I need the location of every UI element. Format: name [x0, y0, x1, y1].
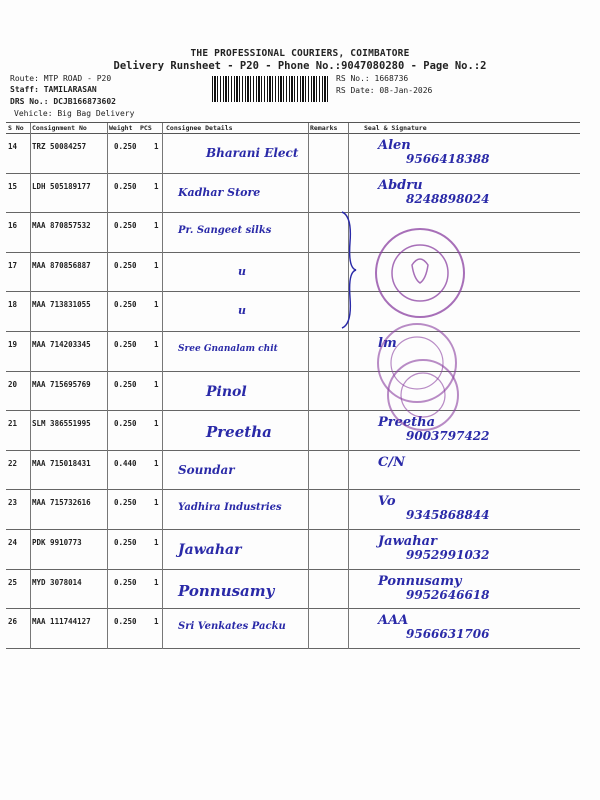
vehicle-label: Vehicle: Big Bag Delivery: [14, 109, 135, 118]
grouping-brace: [338, 210, 358, 330]
cell-weight: 0.250: [114, 339, 137, 349]
cell-phone: 9345868844: [406, 508, 490, 523]
cell-consignee-handwritten: Jawahar: [178, 541, 242, 558]
cell-consignment: LDH 505189177: [32, 181, 91, 191]
cell-consignee-handwritten: Preetha: [206, 423, 272, 442]
cell-consignment: MAA 870857532: [32, 221, 91, 231]
cell-consignee-handwritten: u: [238, 264, 246, 278]
cell-phone: 9566418388: [406, 152, 490, 166]
cell-signature: Ponnusamy: [378, 573, 462, 589]
table-row: [6, 411, 580, 451]
col-pcs: PCS: [140, 124, 152, 132]
cell-pcs: 1: [154, 300, 159, 310]
col-remarks: Remarks: [310, 124, 338, 132]
cell-consignment: MYD 3078014: [32, 577, 82, 587]
cell-sno: 14: [8, 142, 18, 151]
cell-sno: 21: [8, 419, 18, 429]
cell-sno: 20: [8, 379, 18, 389]
cell-weight: 0.250: [114, 300, 137, 310]
table-row: [6, 292, 580, 332]
route-label: Route: MTP ROAD - P20: [10, 74, 112, 83]
table-row: [6, 332, 580, 372]
cell-consignment: MAA 714203345: [32, 339, 91, 349]
cell-phone: 9952646618: [406, 587, 490, 602]
cell-phone: 9003797422: [406, 429, 490, 444]
cell-consignment: MAA 715695769: [32, 379, 91, 389]
cell-consignment: MAA 870856887: [32, 260, 91, 270]
cell-signature: AAA: [378, 613, 409, 629]
cell-sno: 16: [8, 221, 18, 231]
cell-weight: 0.250: [114, 419, 137, 429]
cell-consignee-handwritten: Kadhar Store: [178, 185, 261, 199]
col-sno: S No: [8, 124, 24, 132]
cell-consignee-handwritten: u: [238, 304, 246, 318]
company-title: THE PROFESSIONAL COURIERS, COIMBATORE: [190, 48, 410, 59]
cell-pcs: 1: [154, 260, 159, 270]
cell-weight: 0.250: [114, 142, 137, 151]
runsheet-table: [6, 122, 580, 649]
cell-consignee-handwritten: Ponnusamy: [178, 581, 275, 600]
table-row: [6, 530, 580, 570]
cell-sno: 22: [8, 458, 18, 468]
table-row: [6, 134, 580, 174]
cell-signature: C/N: [378, 454, 405, 470]
cell-pcs: 1: [154, 221, 159, 231]
cell-pcs: 1: [154, 537, 159, 547]
staff-label: Staff: TAMILARASAN: [10, 85, 97, 94]
table-row: [6, 213, 580, 253]
cell-pcs: 1: [154, 419, 159, 429]
cell-signature: Jawahar: [378, 533, 437, 549]
cell-pcs: 1: [154, 142, 159, 151]
drs-label: DRS No.: DCJB166873602: [10, 97, 116, 106]
seal-stamp-3: [384, 356, 462, 434]
cell-sno: 17: [8, 260, 18, 270]
cell-weight: 0.250: [114, 617, 137, 627]
cell-weight: 0.250: [114, 577, 137, 587]
cell-consignment: MAA 715732616: [32, 498, 91, 508]
cell-consignment: TRZ 50084257: [32, 142, 87, 151]
cell-phone: 9566631706: [406, 627, 490, 642]
cell-signature: Alen: [378, 138, 411, 153]
table-row: [6, 174, 580, 214]
cell-consignee-handwritten: Pinol: [206, 383, 247, 400]
table-row: [6, 372, 580, 412]
table-row: [6, 609, 580, 649]
cell-pcs: 1: [154, 617, 159, 627]
rs-number: RS No.: 1668736: [336, 74, 409, 83]
table-row: [6, 451, 580, 491]
cell-weight: 0.250: [114, 537, 137, 547]
cell-signature: Preetha: [378, 415, 436, 431]
cell-phone: 9952991032: [406, 547, 490, 562]
cell-consignee-handwritten: Bharani Elect: [206, 146, 299, 160]
cell-signature: Vo: [378, 494, 396, 510]
cell-signature: Abdru: [378, 177, 423, 193]
cell-consignee-handwritten: Pr. Sangeet silks: [178, 225, 272, 237]
cell-weight: 0.440: [114, 458, 137, 468]
cell-consignee-handwritten: Sree Gnanalam chit: [178, 343, 278, 354]
cell-sno: 15: [8, 181, 18, 191]
runsheet-subtitle: Delivery Runsheet - P20 - Phone No.:9047080280 - Page No.:2: [113, 60, 487, 72]
cell-consignee-handwritten: Soundar: [178, 462, 235, 477]
cell-consignment: PDK 9910773: [32, 537, 82, 547]
cell-weight: 0.250: [114, 498, 137, 508]
cell-sno: 18: [8, 300, 18, 310]
table-header: [6, 123, 580, 134]
cell-pcs: 1: [154, 339, 159, 349]
seal-stamp-1: [372, 225, 468, 321]
cell-sno: 24: [8, 537, 18, 547]
cell-sno: 25: [8, 577, 18, 587]
cell-consignment: SLM 386551995: [32, 419, 91, 429]
cell-phone: 8248898024: [406, 191, 490, 206]
cell-consignee-handwritten: Yadhira Industries: [178, 502, 282, 514]
cell-consignment: MAA 713831055: [32, 300, 91, 310]
cell-sno: 26: [8, 617, 18, 627]
cell-consignment: MAA 111744127: [32, 617, 91, 627]
cell-weight: 0.250: [114, 379, 137, 389]
col-consignment: Consignment No: [32, 124, 87, 132]
table-row: [6, 253, 580, 293]
cell-pcs: 1: [154, 181, 159, 191]
barcode: [212, 76, 330, 102]
col-weight: Weight: [109, 124, 133, 132]
table-row: [6, 490, 580, 530]
cell-consignee-handwritten: Sri Venkates Packu: [178, 621, 286, 633]
cell-weight: 0.250: [114, 221, 137, 231]
col-seal: Seal & Signature: [364, 124, 427, 132]
cell-consignment: MAA 715018431: [32, 458, 91, 468]
table-row: [6, 570, 580, 610]
rs-date: RS Date: 08-Jan-2026: [336, 86, 433, 95]
cell-weight: 0.250: [114, 181, 137, 191]
cell-weight: 0.250: [114, 260, 137, 270]
cell-pcs: 1: [154, 379, 159, 389]
cell-sno: 23: [8, 498, 18, 508]
cell-sno: 19: [8, 339, 18, 349]
cell-signature: lm: [378, 335, 397, 351]
col-consignee: Consignee Details: [166, 124, 233, 132]
cell-pcs: 1: [154, 498, 159, 508]
cell-pcs: 1: [154, 458, 159, 468]
cell-pcs: 1: [154, 577, 159, 587]
